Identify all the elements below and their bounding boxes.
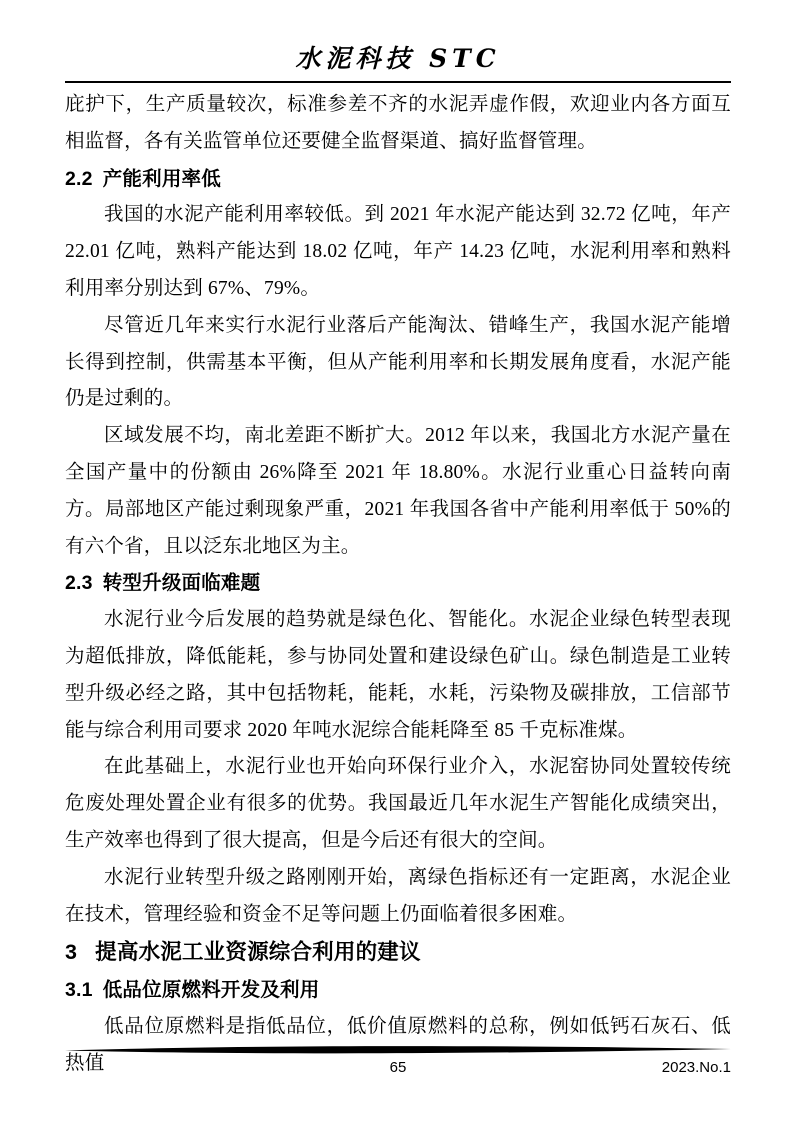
paragraph: 水泥行业今后发展的趋势就是绿色化、智能化。水泥企业绿色转型表现为超低排放，降低能耗，参与协同处置和建设绿色矿山。绿色制造是工业转型升级必经之路，其中包括物耗，能耗，水耗，污染物及碳排放，工信部节能与综合利用司要求 2020 年吨水泥综合能耗降至 85 千克标准煤。 — [65, 609, 731, 741]
page-number: 65 — [389, 1059, 407, 1076]
document-body — [65, 87, 731, 1083]
section-title: 产能利用率低 — [102, 167, 221, 190]
section-heading-3-1 — [65, 972, 731, 1009]
section-heading-3 — [65, 933, 731, 972]
section-title: 低品位原燃料开发及利用 — [102, 979, 320, 1002]
paragraph: 在此基础上，水泥行业也开始向环保行业介入，水泥窑协同处置较传统危废处理处置企业有很多的优势。我国最近几年水泥生产智能化成绩突出，生产效率也得到了很大提高，但是今后还有很大的空间。 — [65, 756, 731, 851]
paragraph: 水泥行业转型升级之路刚刚开始，离绿色指标还有一定距离，水泥企业在技术，管理经验和资金不足等问题上仍面临着很多困难。 — [65, 866, 731, 925]
section-heading-2-2 — [65, 161, 731, 198]
footer-rule — [65, 1044, 731, 1056]
section-title: 提高水泥工业资源综合利用的建议 — [95, 940, 421, 965]
section-number: 3 — [65, 940, 78, 965]
header-rule — [65, 81, 731, 83]
paragraph-continuation: 庇护下，生产质量较次，标准参差不齐的水泥弄虚作假，欢迎业内各方面互相监督，各有关监管单位还要健全监督渠道、搞好监督管理。 — [65, 94, 731, 152]
section-heading-2-3 — [65, 565, 731, 602]
section-number: 2.3 — [65, 572, 93, 595]
section-number: 3.1 — [65, 979, 93, 1002]
page-header — [65, 0, 731, 83]
paragraph: 区域发展不均，南北差距不断扩大。2012 年以来，我国北方水泥产量在全国产量中的份额由 26%降至 2021 年 18.80%。水泥行业重心日益转向南方。局部地区产能过剩现象严重，2021 年我国各省中产能利用率低于 50%的有六个省，且以泛东北地区为主。 — [65, 425, 731, 557]
page-footer — [65, 1044, 731, 1078]
footer-text-row — [65, 1057, 731, 1078]
paragraph: 我国的水泥产能利用率较低。到 2021 年水泥产能达到 32.72 亿吨，年产 22.01 亿吨，熟料产能达到 18.02 亿吨，年产 14.23 亿吨，水泥利用率和熟料利用率分别达到 67%、79%。 — [65, 204, 731, 299]
paragraph: 低品位原燃料是指低品位，低价值原燃料的总称，例如低钙石灰石、低热值 — [65, 1016, 731, 1074]
issue-number: 2023.No.1 — [661, 1059, 731, 1076]
paragraph: 尽管近几年来实行水泥行业落后产能淘汰、错峰生产，我国水泥产能增长得到控制，供需基本平衡，但从产能利用率和长期发展角度看，水泥产能仍是过剩的。 — [65, 314, 731, 410]
section-title: 转型升级面临难题 — [102, 572, 261, 595]
journal-title: 水泥科技 STC — [295, 44, 501, 73]
section-number: 2.2 — [65, 167, 93, 190]
